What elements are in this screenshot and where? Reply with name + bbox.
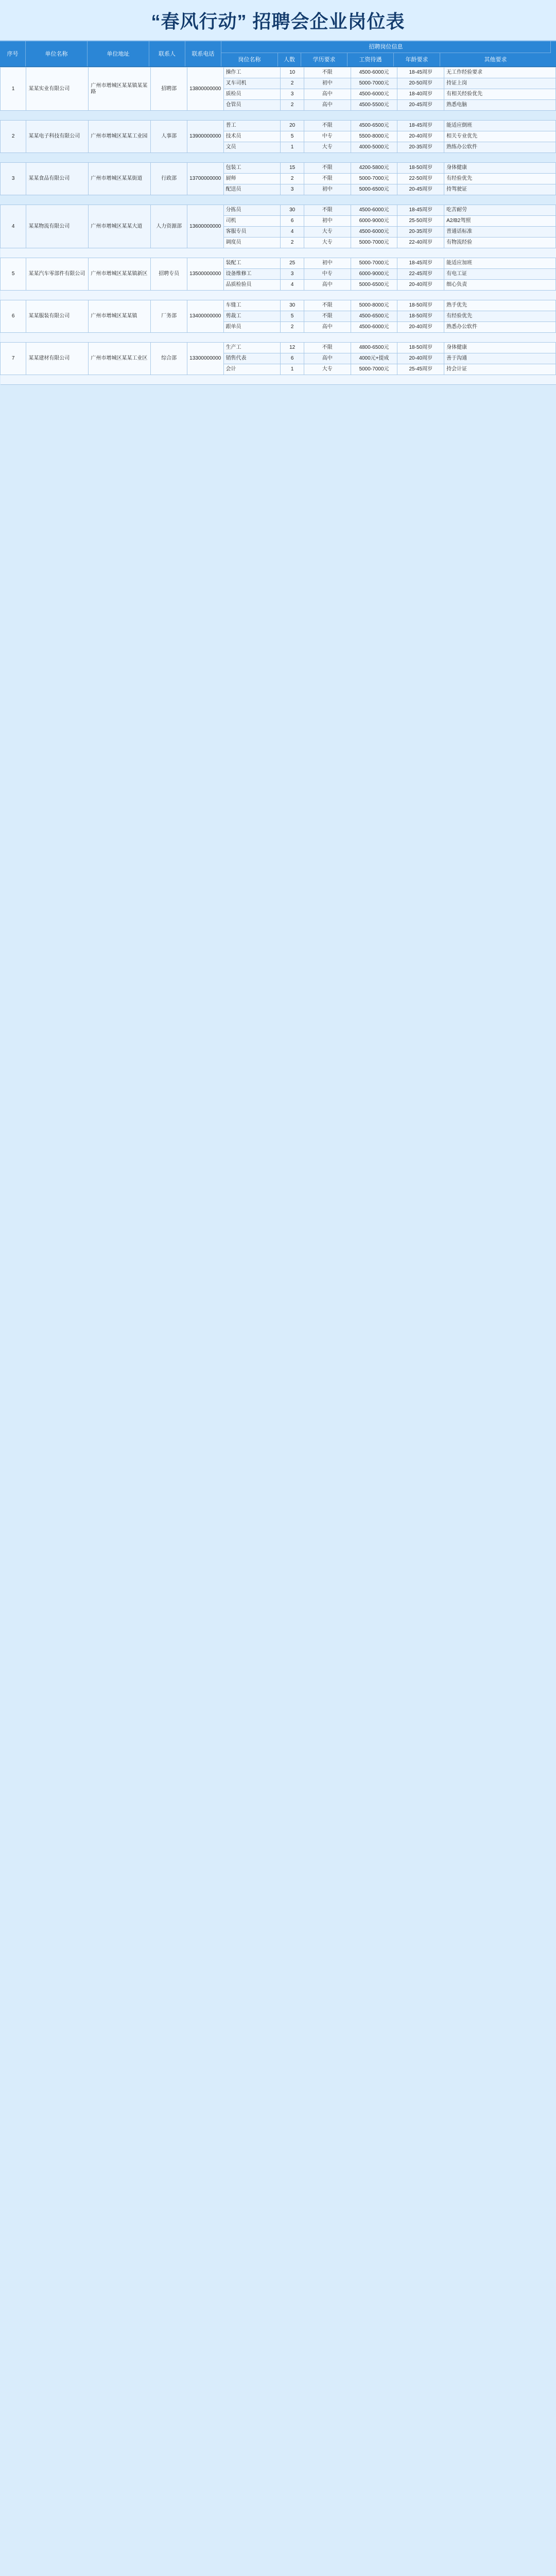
cell-num: 1	[281, 364, 304, 375]
cell-req: 细心负责	[444, 280, 556, 291]
section-spacer	[1, 375, 556, 385]
cell-contact: 招聘专员	[151, 258, 187, 291]
cell-salary: 4500-6500元	[351, 311, 397, 322]
cell-age: 20-40周岁	[397, 280, 444, 291]
page-title	[0, 0, 556, 41]
cell-salary: 5000-6500元	[351, 280, 397, 291]
cell-phone: 13300000000	[187, 343, 223, 375]
jobs-table	[0, 67, 556, 385]
cell-age: 22-45周岁	[397, 269, 444, 280]
cell-salary: 4500-6000元	[351, 67, 397, 78]
cell-age: 18-45周岁	[397, 205, 444, 216]
cell-req: 持会计证	[444, 364, 556, 375]
cell-salary: 5000-7000元	[351, 364, 397, 375]
cell-salary: 4000元+提成	[351, 353, 397, 364]
cell-edu: 不限	[304, 67, 351, 78]
cell-age: 18-50周岁	[397, 343, 444, 353]
cell-phone: 13700000000	[187, 163, 223, 195]
section-spacer-cell	[1, 333, 556, 343]
cell-phone: 13500000000	[187, 258, 223, 291]
cell-edu: 不限	[304, 174, 351, 184]
cell-salary: 5000-8000元	[351, 300, 397, 311]
section-spacer	[1, 111, 556, 121]
cell-salary: 4000-5000元	[351, 142, 397, 153]
cell-seq: 1	[1, 67, 26, 111]
cell-age: 20-35周岁	[397, 142, 444, 153]
cell-edu: 不限	[304, 300, 351, 311]
cell-num: 1	[281, 142, 304, 153]
cell-company: 某某实业有限公司	[26, 67, 89, 111]
table-row	[1, 205, 556, 216]
cell-edu: 中专	[304, 131, 351, 142]
cell-age: 20-50周岁	[397, 78, 444, 89]
cell-num: 3	[281, 269, 304, 280]
cell-phone: 13400000000	[187, 300, 223, 333]
cell-post: 剪裁工	[223, 311, 281, 322]
cell-edu: 初中	[304, 216, 351, 227]
cell-req: 能适应加班	[444, 258, 556, 269]
cell-req: 无工作经验要求	[444, 67, 556, 78]
cell-post: 客服专员	[223, 227, 281, 238]
section-spacer	[1, 195, 556, 205]
cell-edu: 不限	[304, 205, 351, 216]
cell-salary: 4500-6000元	[351, 205, 397, 216]
cell-edu: 初中	[304, 258, 351, 269]
cell-post: 车缝工	[223, 300, 281, 311]
cell-company: 某某食品有限公司	[26, 163, 89, 195]
cell-contact: 人力资源部	[151, 205, 187, 248]
cell-age: 20-40周岁	[397, 322, 444, 333]
cell-contact: 人事部	[151, 121, 187, 153]
cell-contact: 招聘部	[151, 67, 187, 111]
cell-salary: 5500-8000元	[351, 131, 397, 142]
cell-req: 熟悉办公软件	[444, 322, 556, 333]
cell-req: 相关专业优先	[444, 131, 556, 142]
cell-num: 4	[281, 227, 304, 238]
cell-num: 12	[281, 343, 304, 353]
section-spacer-cell	[1, 111, 556, 121]
cell-post: 生产工	[223, 343, 281, 353]
header-contact: 联系人	[149, 41, 185, 66]
cell-age: 18-50周岁	[397, 163, 444, 174]
cell-edu: 大专	[304, 364, 351, 375]
section-spacer-cell	[1, 153, 556, 163]
cell-edu: 大专	[304, 238, 351, 248]
table-row	[1, 258, 556, 269]
table-row	[1, 300, 556, 311]
cell-num: 5	[281, 131, 304, 142]
section-spacer	[1, 248, 556, 258]
header-company: 单位名称	[26, 41, 88, 66]
cell-num: 10	[281, 67, 304, 78]
cell-seq: 3	[1, 163, 26, 195]
cell-age: 18-50周岁	[397, 311, 444, 322]
cell-num: 30	[281, 205, 304, 216]
section-spacer-cell	[1, 375, 556, 385]
cell-age: 18-45周岁	[397, 121, 444, 131]
cell-num: 3	[281, 184, 304, 195]
cell-company: 某某服装有限公司	[26, 300, 89, 333]
cell-contact: 综合部	[151, 343, 187, 375]
cell-salary: 4500-6000元	[351, 227, 397, 238]
cell-post: 配送员	[223, 184, 281, 195]
cell-age: 20-40周岁	[397, 353, 444, 364]
cell-contact: 厂务部	[151, 300, 187, 333]
table-row	[1, 343, 556, 353]
cell-num: 2	[281, 174, 304, 184]
cell-num: 6	[281, 353, 304, 364]
cell-company: 某某汽车零部件有限公司	[26, 258, 89, 291]
cell-company: 某某物流有限公司	[26, 205, 89, 248]
cell-post: 装配工	[223, 258, 281, 269]
cell-address: 广州市增城区某某街道	[89, 163, 151, 195]
cell-post: 设备维修工	[223, 269, 281, 280]
cell-address: 广州市增城区某某镇某某路	[89, 67, 151, 111]
section-spacer-cell	[1, 248, 556, 258]
cell-address: 广州市增城区某某镇	[89, 300, 151, 333]
table-row	[1, 121, 556, 131]
cell-post: 厨师	[223, 174, 281, 184]
header-phone: 联系电话	[185, 41, 221, 66]
cell-post: 司机	[223, 216, 281, 227]
cell-address: 广州市增城区某某大道	[89, 205, 151, 248]
cell-edu: 不限	[304, 343, 351, 353]
cell-phone: 13900000000	[187, 121, 223, 153]
header-post: 岗位名称	[221, 53, 278, 66]
cell-phone: 13600000000	[187, 205, 223, 248]
cell-post: 分拣员	[223, 205, 281, 216]
cell-req: 熟悉电脑	[444, 100, 556, 111]
cell-req: 持驾驶证	[444, 184, 556, 195]
cell-edu: 高中	[304, 280, 351, 291]
section-spacer	[1, 333, 556, 343]
cell-address: 广州市增城区某某工业区	[89, 343, 151, 375]
cell-post: 技术员	[223, 131, 281, 142]
cell-age: 20-40周岁	[397, 131, 444, 142]
cell-salary: 4500-6000元	[351, 322, 397, 333]
cell-req: 能适应倒班	[444, 121, 556, 131]
cell-req: 有物流经验	[444, 238, 556, 248]
cell-post: 调度员	[223, 238, 281, 248]
cell-salary: 4500-6000元	[351, 89, 397, 100]
section-spacer-cell	[1, 195, 556, 205]
cell-salary: 5000-6500元	[351, 184, 397, 195]
cell-phone: 13800000000	[187, 67, 223, 111]
cell-req: 持证上岗	[444, 78, 556, 89]
cell-post: 跟单员	[223, 322, 281, 333]
cell-num: 5	[281, 311, 304, 322]
cell-req: 善于沟通	[444, 353, 556, 364]
header-edu: 学历要求	[301, 53, 348, 66]
cell-seq: 6	[1, 300, 26, 333]
cell-post: 质检员	[223, 89, 281, 100]
cell-address: 广州市增城区某某工业园	[89, 121, 151, 153]
cell-post: 叉车司机	[223, 78, 281, 89]
cell-seq: 2	[1, 121, 26, 153]
cell-num: 3	[281, 89, 304, 100]
cell-num: 6	[281, 216, 304, 227]
header-seq: 序号	[0, 41, 26, 66]
header-group: 招聘岗位信息	[221, 41, 551, 53]
cell-company: 某某电子科技有限公司	[26, 121, 89, 153]
cell-num: 30	[281, 300, 304, 311]
header-address: 单位地址	[88, 41, 149, 66]
cell-age: 25-50周岁	[397, 216, 444, 227]
cell-req: A2/B2驾照	[444, 216, 556, 227]
cell-edu: 高中	[304, 353, 351, 364]
cell-company: 某某建材有限公司	[26, 343, 89, 375]
cell-salary: 6000-9000元	[351, 216, 397, 227]
cell-age: 20-35周岁	[397, 227, 444, 238]
cell-req: 身体健康	[444, 163, 556, 174]
cell-age: 20-45周岁	[397, 100, 444, 111]
cell-edu: 高中	[304, 322, 351, 333]
cell-post: 文员	[223, 142, 281, 153]
cell-salary: 4800-6500元	[351, 343, 397, 353]
cell-num: 15	[281, 163, 304, 174]
cell-req: 熟练办公软件	[444, 142, 556, 153]
cell-contact: 行政部	[151, 163, 187, 195]
cell-seq: 4	[1, 205, 26, 248]
cell-req: 有经验优先	[444, 174, 556, 184]
cell-salary: 5000-7000元	[351, 238, 397, 248]
cell-seq: 7	[1, 343, 26, 375]
cell-post: 会计	[223, 364, 281, 375]
cell-edu: 初中	[304, 184, 351, 195]
cell-req: 吃苦耐劳	[444, 205, 556, 216]
cell-age: 22-40周岁	[397, 238, 444, 248]
cell-salary: 4500-5500元	[351, 100, 397, 111]
cell-num: 4	[281, 280, 304, 291]
table-row	[1, 163, 556, 174]
cell-salary: 4500-6500元	[351, 121, 397, 131]
cell-req: 有经验优先	[444, 311, 556, 322]
section-spacer-cell	[1, 291, 556, 300]
cell-req: 有相关经验优先	[444, 89, 556, 100]
cell-edu: 不限	[304, 121, 351, 131]
header-age: 年龄要求	[394, 53, 440, 66]
header-req: 其他要求	[484, 57, 507, 63]
cell-salary: 6000-9000元	[351, 269, 397, 280]
cell-edu: 大专	[304, 227, 351, 238]
page-title-text: “春风行动” 招聘会企业岗位表	[151, 10, 405, 32]
cell-edu: 中专	[304, 269, 351, 280]
cell-post: 包装工	[223, 163, 281, 174]
cell-num: 2	[281, 100, 304, 111]
cell-post: 普工	[223, 121, 281, 131]
cell-num: 25	[281, 258, 304, 269]
cell-age: 25-45周岁	[397, 364, 444, 375]
cell-seq: 5	[1, 258, 26, 291]
cell-age: 18-45周岁	[397, 67, 444, 78]
section-spacer	[1, 153, 556, 163]
header-num: 人数	[278, 53, 301, 66]
cell-salary: 4200-5800元	[351, 163, 397, 174]
cell-post: 销售代表	[223, 353, 281, 364]
cell-salary: 5000-7000元	[351, 174, 397, 184]
table-header	[0, 41, 556, 67]
cell-edu: 高中	[304, 89, 351, 100]
cell-edu: 高中	[304, 100, 351, 111]
cell-post: 仓管员	[223, 100, 281, 111]
cell-req: 普通话标准	[444, 227, 556, 238]
cell-req: 身体健康	[444, 343, 556, 353]
cell-address: 广州市增城区某某镇新区	[89, 258, 151, 291]
section-spacer	[1, 291, 556, 300]
cell-salary: 5000-7000元	[351, 258, 397, 269]
cell-post: 操作工	[223, 67, 281, 78]
cell-post: 品质检验员	[223, 280, 281, 291]
cell-num: 20	[281, 121, 304, 131]
cell-age: 18-50周岁	[397, 300, 444, 311]
cell-req: 熟手优先	[444, 300, 556, 311]
cell-req: 有电工证	[444, 269, 556, 280]
cell-num: 2	[281, 238, 304, 248]
cell-edu: 大专	[304, 142, 351, 153]
cell-edu: 不限	[304, 311, 351, 322]
cell-age: 18-45周岁	[397, 258, 444, 269]
cell-age: 18-40周岁	[397, 89, 444, 100]
cell-num: 2	[281, 78, 304, 89]
jobs-table-body	[1, 67, 556, 385]
header-salary: 工资待遇	[348, 53, 394, 66]
table-row	[1, 67, 556, 78]
cell-salary: 5000-7000元	[351, 78, 397, 89]
cell-num: 2	[281, 322, 304, 333]
cell-age: 20-45周岁	[397, 184, 444, 195]
cell-edu: 初中	[304, 78, 351, 89]
cell-edu: 不限	[304, 163, 351, 174]
cell-age: 22-50周岁	[397, 174, 444, 184]
